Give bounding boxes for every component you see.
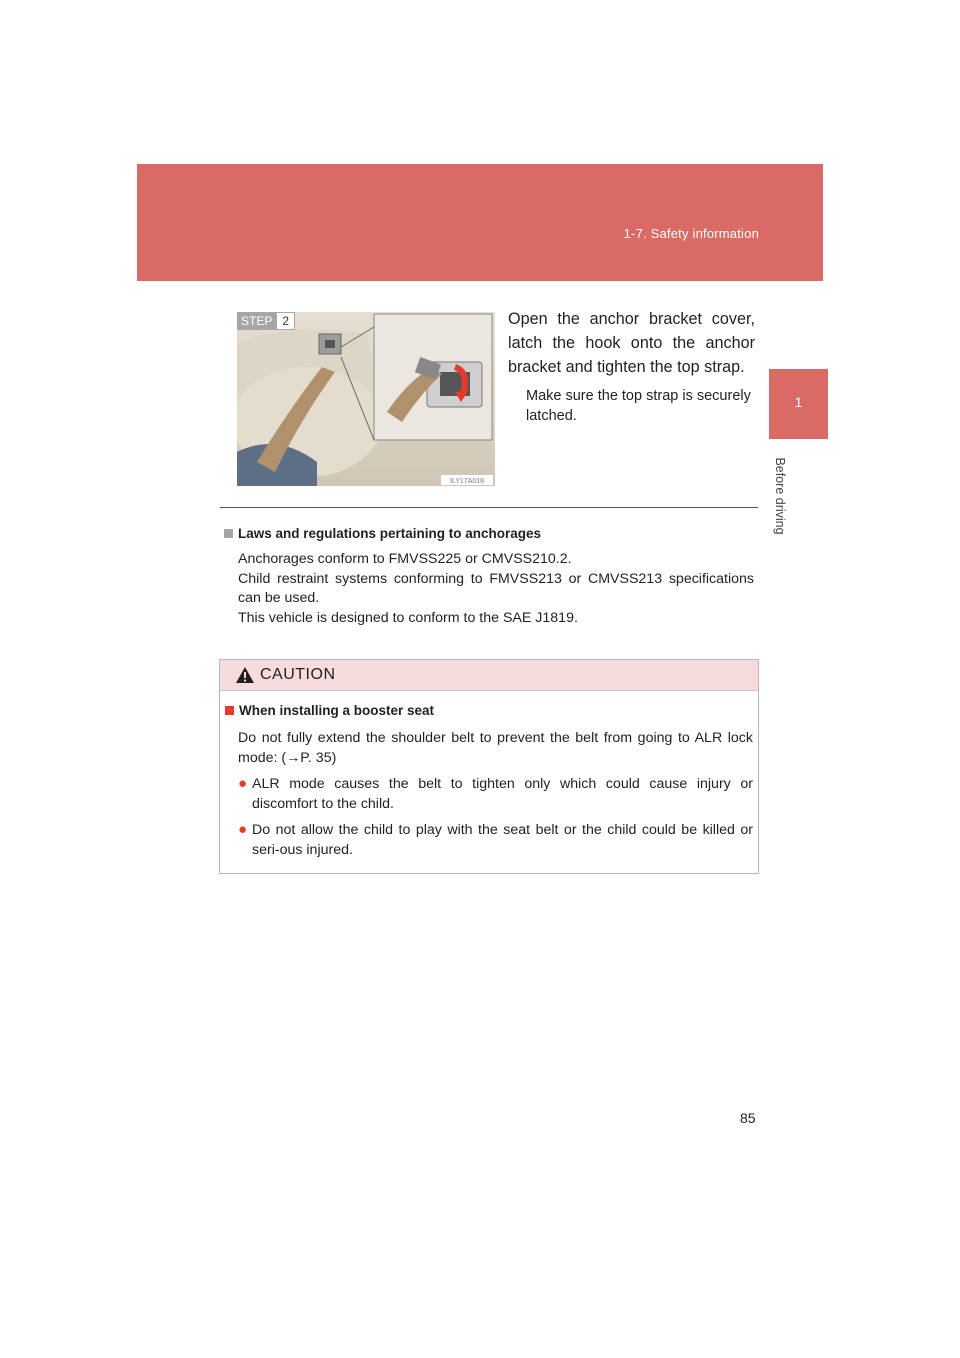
caution-heading	[225, 703, 434, 718]
caution-bullet-text: ALR mode causes the belt to tighten only which could cause injury or discomfort to the child.	[252, 776, 753, 812]
info-body	[238, 550, 754, 628]
square-bullet-icon	[224, 529, 233, 538]
square-bullet-icon	[225, 706, 234, 715]
chapter-number: 1	[794, 394, 803, 410]
bullet-dot-icon: ●	[238, 821, 248, 838]
step-label: STEP	[237, 312, 276, 330]
info-heading	[224, 526, 541, 541]
caution-box	[219, 659, 759, 874]
caution-bullet	[238, 820, 753, 860]
caution-title: CAUTION	[260, 666, 336, 683]
caution-header	[220, 660, 758, 691]
seat-anchor-illustration	[237, 312, 495, 486]
info-line: This vehicle is designed to conform to the SAE J1819.	[238, 609, 578, 626]
step-note: Make sure the top strap is securely latched.	[526, 388, 751, 424]
step-badge	[237, 312, 295, 330]
info-line: Child restraint systems conforming to FMVSS213 or CMVSS213 specifications can be used.	[238, 570, 754, 606]
chapter-tab	[769, 369, 828, 439]
caution-bullet-text: Do not allow the child to play with the seat belt or the child could be killed or seri-ous injured.	[252, 822, 753, 858]
caution-text: Do not fully extend the shoulder belt to prevent the belt from going to ALR lock mode: (→P. 35)	[238, 730, 753, 766]
step-instruction: Open the anchor bracket cover, latch the hook onto the anchor bracket and tighten the top strap.	[508, 310, 755, 376]
caution-bullet	[238, 774, 753, 814]
chapter-label-text: Before driving	[773, 457, 787, 535]
header-band	[137, 164, 823, 281]
step-number: 2	[276, 312, 295, 330]
warning-icon	[235, 666, 255, 684]
section-divider	[220, 507, 758, 508]
section-title: 1-7. Safety information	[623, 226, 759, 241]
page-number: 85	[740, 1110, 756, 1126]
illustration-code: ILY17A018	[449, 478, 485, 485]
caution-body	[238, 728, 753, 866]
step-illustration	[237, 312, 495, 486]
info-line: Anchorages conform to FMVSS225 or CMVSS210.2.	[238, 551, 572, 567]
chapter-label	[770, 453, 790, 543]
info-heading-text: Laws and regulations pertaining to anchorages	[238, 526, 542, 541]
bullet-dot-icon: ●	[238, 775, 248, 792]
caution-heading-text: When installing a booster seat	[239, 703, 435, 718]
